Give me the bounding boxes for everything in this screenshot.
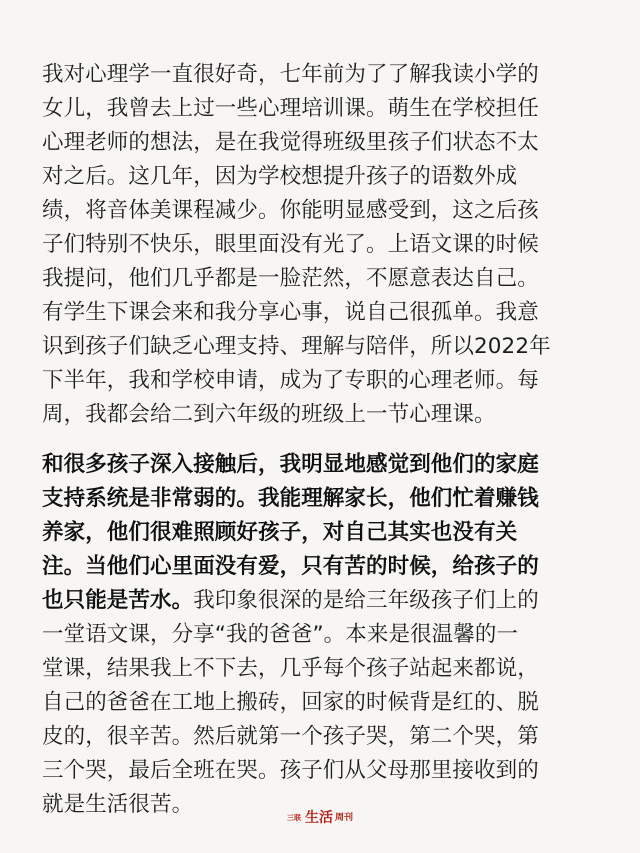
bold-text-line: 和很多孩子深入接触后，我明显地感觉到他们的家庭 <box>42 452 539 477</box>
bold-text-line: 支持系统是非常弱的。我能理解家长，他们忙着赚钱 <box>42 486 539 511</box>
text-line: 绩，将音体美课程减少。你能明显感受到，这之后孩 <box>42 198 539 223</box>
bold-text-line: 注。当他们心里面没有爱，只有苦的时候，给孩子的 <box>42 554 539 579</box>
text-line: 有学生下课会来和我分享心事，说自己很孤单。我意 <box>42 300 539 325</box>
text-line: 识到孩子们缺乏心理支持、理解与陪伴，所以2022年 <box>42 334 551 359</box>
text-line: 堂课，结果我上不下去，几乎每个孩子站起来都说， <box>42 656 539 681</box>
text-line: 皮的，很辛苦。然后就第一个孩子哭，第二个哭，第 <box>42 724 539 749</box>
text-line: 女儿，我曾去上过一些心理培训课。萌生在学校担任 <box>42 96 539 121</box>
article-content <box>42 58 602 822</box>
regular-text-fragment: 我印象很深的是给三年级孩子们上的 <box>193 588 539 613</box>
mixed-text-line <box>42 584 602 618</box>
text-line: 对之后。这几年，因为学校想提升孩子的语数外成 <box>42 164 518 189</box>
paragraph-gap <box>42 432 602 448</box>
publication-logo <box>287 811 353 825</box>
text-line: 子们特别不快乐，眼里面没有光了。上语文课的时候 <box>42 232 539 257</box>
text-line: 三个哭，最后全班在哭。孩子们从父母那里接收到的 <box>42 758 539 783</box>
logo-sub-text: 周刊 <box>335 812 354 823</box>
text-line: 一堂语文课，分享“我的爸爸”。本来是很温馨的一 <box>42 622 519 647</box>
text-line: 心理老师的想法，是在我觉得班级里孩子们状态不太 <box>42 130 539 155</box>
text-line: 自己的爸爸在工地上搬砖，回家的时候背是红的、脱 <box>42 690 539 715</box>
text-line: 我对心理学一直很好奇，七年前为了了解我读小学的 <box>42 62 539 87</box>
logo-main-text: 生活 <box>305 810 333 826</box>
logo-small-text: 三联 <box>287 813 301 822</box>
bold-text-line: 养家，他们很难照顾好孩子，对自己其实也没有关 <box>42 520 518 545</box>
text-line: 就是生活很苦。 <box>42 792 194 817</box>
text-line: 周，我都会给二到六年级的班级上一节心理课。 <box>42 402 496 427</box>
text-line: 我提问，他们几乎都是一脸茫然，不愿意表达自己。 <box>42 266 539 291</box>
bold-text-fragment: 也只能是苦水。 <box>42 588 194 613</box>
text-line: 下半年，我和学校申请，成为了专职的心理老师。每 <box>42 368 539 393</box>
